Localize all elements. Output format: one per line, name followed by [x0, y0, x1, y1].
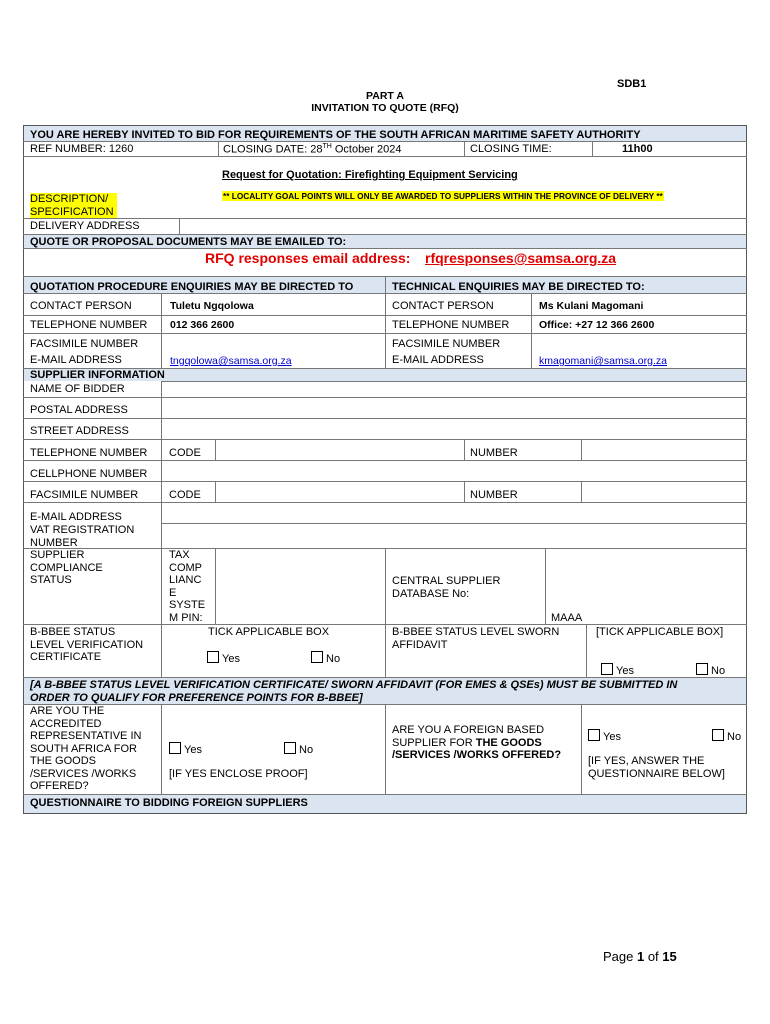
procedure-email-label: E-MAIL ADDRESS	[30, 354, 122, 366]
foreign-yes-checkbox[interactable]: Yes	[588, 729, 621, 743]
bbbee-certificate-label: B-BBEE STATUS LEVEL VERIFICATION CERTIFICATE	[30, 626, 144, 663]
tick-applicable-box-right: [TICK APPLICABLE BOX]	[596, 626, 724, 638]
tax-compliance-pin-label: TAX COMP LIANC E SYSTE M PIN:	[169, 549, 206, 624]
technical-enquiries-banner: TECHNICAL ENQUIRIES MAY BE DIRECTED TO:	[392, 281, 645, 293]
procedure-email-link[interactable]: tngqolowa@samsa.org.za	[170, 355, 292, 367]
csd-label: CENTRAL SUPPLIER DATABASE No:	[392, 575, 501, 600]
technical-email-label: E-MAIL ADDRESS	[392, 354, 484, 366]
ref-number: REF NUMBER: 1260	[30, 143, 134, 155]
supplier-fax-number-label: NUMBER	[470, 489, 518, 501]
street-address-label: STREET ADDRESS	[30, 425, 129, 437]
bbbee-cert-yes-checkbox[interactable]: Yes	[207, 651, 240, 665]
closing-time-value: 11h00	[622, 143, 653, 155]
part-label: PART A	[366, 90, 404, 102]
delivery-address-label: DELIVERY ADDRESS	[30, 220, 140, 232]
form-code: SDB1	[617, 78, 647, 90]
name-of-bidder-label: NAME OF BIDDER	[30, 383, 125, 395]
procedure-contact-label: CONTACT PERSON	[30, 300, 132, 312]
technical-email-link[interactable]: kmagomani@samsa.org.za	[539, 355, 667, 367]
supplier-fax-code-label: CODE	[169, 489, 201, 501]
procedure-phone-label: TELEPHONE NUMBER	[30, 319, 148, 331]
tick-applicable-box-left: TICK APPLICABLE BOX	[208, 626, 330, 638]
questionnaire-banner: QUESTIONNAIRE TO BIDDING FOREIGN SUPPLIERS	[30, 797, 308, 809]
questionnaire-note: [IF YES, ANSWER THE QUESTIONNAIRE BELOW]	[588, 755, 725, 780]
rfq-email-link[interactable]: rfqresponses@samsa.org.za	[425, 250, 617, 266]
document-title: INVITATION TO QUOTE (RFQ)	[311, 102, 459, 114]
procedure-enquiries-banner: QUOTATION PROCEDURE ENQUIRIES MAY BE DIRECTED TO	[30, 281, 354, 293]
supplier-phone-number-label: NUMBER	[470, 447, 518, 459]
closing-date: CLOSING DATE: 28TH October 2024	[223, 143, 402, 156]
bbbee-affidavit-yes-checkbox[interactable]: Yes	[601, 663, 634, 677]
bbbee-cert-no-checkbox[interactable]: No	[311, 651, 340, 665]
locality-note: ** LOCALITY GOAL POINTS WILL ONLY BE AWARDED TO SUPPLIERS WITHIN THE PROVINCE OF DELIVERY **	[223, 191, 663, 201]
postal-address-label: POSTAL ADDRESS	[30, 404, 128, 416]
foreign-no-checkbox[interactable]: No	[712, 729, 741, 743]
supplier-phone-label: TELEPHONE NUMBER	[30, 447, 148, 459]
procedure-fax-label: FACSIMILE NUMBER	[30, 338, 139, 350]
supplier-email-label: E-MAIL ADDRESS	[30, 511, 122, 523]
procedure-phone-value: 012 366 2600	[170, 319, 235, 331]
vat-registration-label: VAT REGISTRATION NUMBER	[30, 524, 135, 549]
enclose-proof-note: [IF YES ENCLOSE PROOF]	[169, 768, 308, 780]
closing-time-label: CLOSING TIME:	[470, 143, 552, 155]
technical-phone-label: TELEPHONE NUMBER	[392, 319, 510, 331]
cellphone-label: CELLPHONE NUMBER	[30, 468, 148, 480]
technical-contact-label: CONTACT PERSON	[392, 300, 494, 312]
email-banner: QUOTE OR PROPOSAL DOCUMENTS MAY BE EMAILED TO:	[30, 236, 347, 248]
description-label: DESCRIPTION/ SPECIFICATION	[30, 193, 117, 219]
bbbee-affidavit-label: B-BBEE STATUS LEVEL SWORN AFFIDAVIT	[392, 626, 560, 651]
intro-banner: YOU ARE HEREBY INVITED TO BID FOR REQUIREMENTS OF THE SOUTH AFRICAN MARITIME SAFETY AUTHORITY	[30, 129, 641, 141]
page-number: Page 1 of 15	[603, 949, 677, 964]
accredited-no-checkbox[interactable]: No	[284, 742, 313, 756]
supplier-phone-code-label: CODE	[169, 447, 201, 459]
bbbee-affidavit-no-checkbox[interactable]: No	[696, 663, 725, 677]
request-title: Request for Quotation: Firefighting Equipment Servicing	[222, 169, 518, 181]
supplier-fax-label: FACSIMILE NUMBER	[30, 489, 139, 501]
bbbee-note: [A B-BBEE STATUS LEVEL VERIFICATION CERTIFICATE/ SWORN AFFIDAVIT (FOR EMES & QSEs) MUST BE SUBMITTED IN ORDER TO QUALIFY FOR PREFERENCE POINTS FOR B-BBEE]	[30, 679, 678, 704]
compliance-status-label: SUPPLIER COMPLIANCE STATUS	[30, 549, 103, 586]
technical-phone-value: Office: +27 12 366 2600	[539, 319, 655, 331]
accredited-representative-label: ARE YOU THE ACCREDITED REPRESENTATIVE IN SOUTH AFRICA FOR THE GOODS /SERVICES /WORKS OFFERED?	[30, 705, 142, 792]
procedure-contact-value: Tuletu Ngqolowa	[170, 300, 254, 312]
technical-fax-label: FACSIMILE NUMBER	[392, 338, 501, 350]
maaa-prefix: MAAA	[551, 612, 583, 624]
accredited-yes-checkbox[interactable]: Yes	[169, 742, 202, 756]
technical-contact-value: Ms Kulani Magomani	[539, 300, 644, 312]
rfq-email-label: RFQ responses email address:	[205, 250, 411, 266]
foreign-supplier-label: ARE YOU A FOREIGN BASED SUPPLIER FOR THE GOODS /SERVICES /WORKS OFFERED?	[392, 724, 562, 761]
supplier-info-banner: SUPPLIER INFORMATION	[30, 369, 165, 381]
